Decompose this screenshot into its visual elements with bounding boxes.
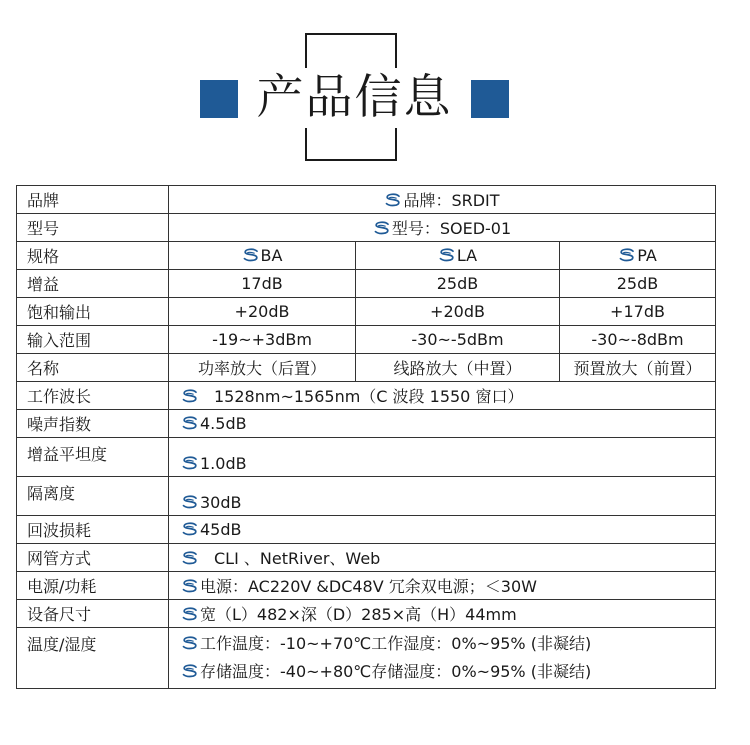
table-row	[17, 628, 716, 689]
row-label-saturated-output: 饱和输出	[17, 298, 169, 326]
table-row	[17, 242, 716, 270]
brand-s-logo-icon	[181, 636, 199, 650]
row-label-return-loss: 回波损耗	[17, 516, 169, 544]
table-row	[17, 298, 716, 326]
brand-value: 品牌：SRDIT	[403, 191, 500, 210]
spec-cell-ba	[169, 242, 356, 270]
input-range-value: -30~-5dBm	[356, 326, 560, 354]
brand-s-logo-icon	[181, 495, 199, 509]
brand-s-logo-icon	[181, 607, 199, 621]
dimensions-value-cell	[169, 600, 716, 628]
brand-s-logo-icon	[373, 221, 391, 235]
gain-flatness-value-cell	[169, 438, 716, 477]
spec-cell-la	[356, 242, 560, 270]
dimensions-value: 宽（L）482×深（D）285×高（H）44mm	[200, 605, 517, 624]
row-label-wavelength: 工作波长	[17, 382, 169, 410]
table-row	[17, 600, 716, 628]
table-row	[17, 186, 716, 214]
brand-s-logo-icon	[181, 522, 199, 536]
spec-value: PA	[637, 246, 657, 265]
saturated-output-value: +20dB	[169, 298, 356, 326]
name-value: 预置放大（前置）	[560, 354, 716, 382]
table-row	[17, 326, 716, 354]
row-label-isolation: 隔离度	[17, 477, 169, 516]
row-label-dimensions: 设备尺寸	[17, 600, 169, 628]
row-label-name: 名称	[17, 354, 169, 382]
table-row	[17, 572, 716, 600]
table-row	[17, 544, 716, 572]
row-label-brand: 品牌	[17, 186, 169, 214]
brand-s-logo-icon	[181, 416, 199, 430]
row-label-environment: 温度/湿度	[17, 628, 169, 689]
row-label-management: 网管方式	[17, 544, 169, 572]
isolation-value: 30dB	[200, 493, 242, 512]
brand-s-logo-icon	[181, 551, 199, 565]
table-row	[17, 354, 716, 382]
gain-value: 17dB	[169, 270, 356, 298]
noise-figure-value-cell	[169, 410, 716, 438]
input-range-value: -19~+3dBm	[169, 326, 356, 354]
row-label-model: 型号	[17, 214, 169, 242]
input-range-value: -30~-8dBm	[560, 326, 716, 354]
storage-condition-line	[181, 658, 715, 686]
table-row	[17, 382, 716, 410]
management-value-cell	[169, 544, 716, 572]
wavelength-value-cell	[169, 382, 716, 410]
table-row	[17, 477, 716, 516]
spec-cell-pa	[560, 242, 716, 270]
brand-s-logo-icon	[181, 664, 199, 678]
product-spec-table	[16, 185, 716, 689]
power-value: 电源：AC220V &DC48V 冗余双电源；＜30W	[200, 577, 537, 596]
storage-condition-value: 存储温度：-40~+80℃存储湿度：0%~95% (非凝结)	[200, 662, 592, 681]
gain-value: 25dB	[356, 270, 560, 298]
environment-value-cell	[169, 628, 716, 689]
model-value: 型号：SOED-01	[391, 219, 512, 238]
row-label-power: 电源/功耗	[17, 572, 169, 600]
saturated-output-value: +17dB	[560, 298, 716, 326]
name-value: 功率放大（后置）	[169, 354, 356, 382]
brand-s-logo-icon	[384, 193, 402, 207]
brand-s-logo-icon	[618, 248, 636, 262]
brand-s-logo-icon	[181, 456, 199, 470]
header-right-square	[471, 80, 509, 118]
row-label-spec: 规格	[17, 242, 169, 270]
table-row	[17, 270, 716, 298]
section-header	[0, 0, 750, 175]
table-row	[17, 214, 716, 242]
spec-value: BA	[260, 246, 283, 265]
row-label-gain-flatness: 增益平坦度	[17, 438, 169, 477]
table-row	[17, 438, 716, 477]
power-value-cell	[169, 572, 716, 600]
row-label-gain: 增益	[17, 270, 169, 298]
table-row	[17, 516, 716, 544]
management-value: CLI 、NetRiver、Web	[214, 549, 381, 568]
operating-condition-value: 工作温度：-10~+70℃工作湿度：0%~95% (非凝结)	[200, 634, 592, 653]
brand-s-logo-icon	[242, 248, 260, 262]
name-value: 线路放大（中置）	[356, 354, 560, 382]
gain-flatness-value: 1.0dB	[200, 454, 247, 473]
brand-s-logo-icon	[438, 248, 456, 262]
model-value-cell	[169, 214, 716, 242]
section-title: 产品信息	[238, 68, 471, 128]
table-row	[17, 410, 716, 438]
brand-s-logo-icon	[181, 389, 199, 403]
row-label-input-range: 输入范围	[17, 326, 169, 354]
return-loss-value: 45dB	[200, 520, 242, 539]
brand-value-cell	[169, 186, 716, 214]
isolation-value-cell	[169, 477, 716, 516]
gain-value: 25dB	[560, 270, 716, 298]
noise-figure-value: 4.5dB	[200, 414, 247, 433]
row-label-noise-figure: 噪声指数	[17, 410, 169, 438]
brand-s-logo-icon	[181, 579, 199, 593]
return-loss-value-cell	[169, 516, 716, 544]
operating-condition-line	[181, 630, 715, 658]
spec-value: LA	[456, 246, 478, 265]
header-left-square	[200, 80, 238, 118]
saturated-output-value: +20dB	[356, 298, 560, 326]
wavelength-value: 1528nm~1565nm（C 波段 1550 窗口）	[214, 387, 524, 406]
